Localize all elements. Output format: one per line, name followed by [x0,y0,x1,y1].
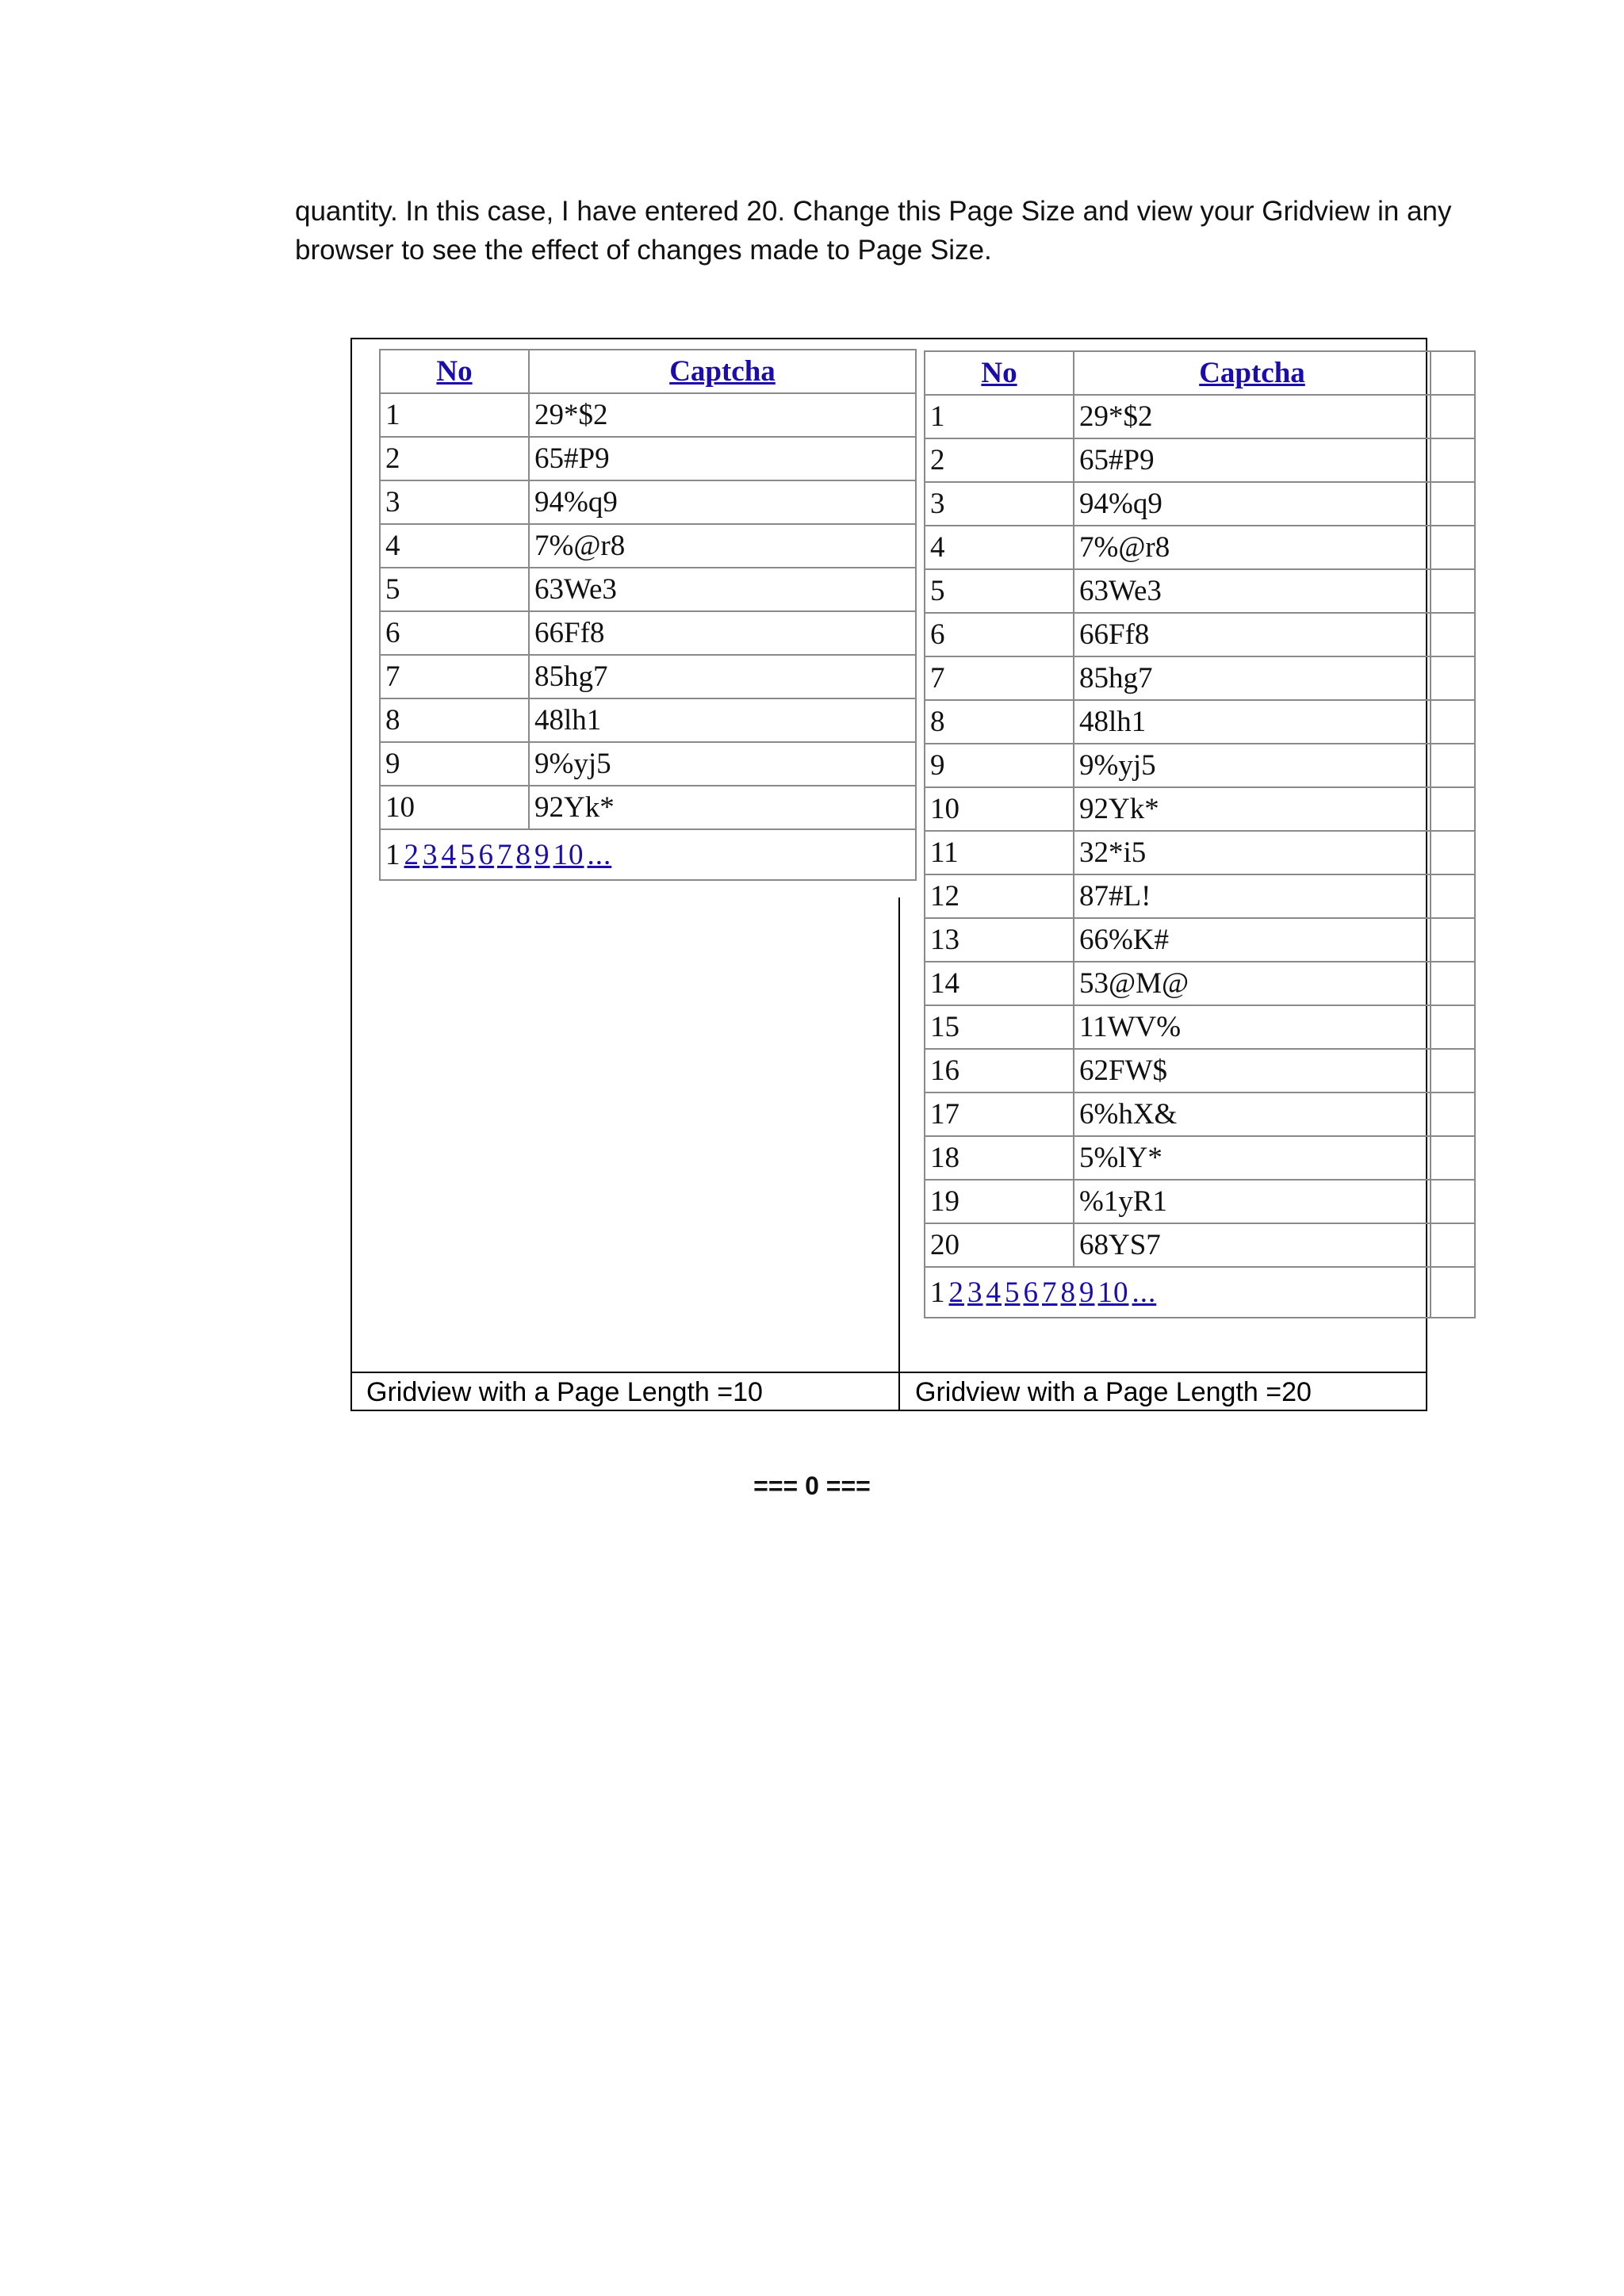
table-row [925,613,1475,656]
pager [380,829,916,880]
row-number: 8 [380,698,529,742]
row-number: 3 [925,482,1074,526]
pager-page-link[interactable]: 6 [478,838,494,871]
pager-row [925,1267,1475,1318]
empty-column [1431,395,1475,438]
captcha-value: 32*i5 [1074,831,1431,874]
table-row [925,787,1475,831]
row-number: 6 [925,613,1074,656]
pager-page-link[interactable]: 4 [986,1276,1002,1309]
pager-page-link[interactable]: 8 [1060,1276,1076,1309]
table-row [380,568,916,611]
row-number: 10 [925,787,1074,831]
captcha-value: 53@M@ [1074,962,1431,1005]
pager-page-link[interactable]: 4 [441,838,457,871]
pager-page-link[interactable]: ... [587,838,612,871]
row-number: 5 [925,569,1074,613]
captcha-value: 48lh1 [1074,700,1431,744]
sort-captcha-link[interactable]: Captcha [1199,357,1305,389]
row-number: 8 [925,700,1074,744]
row-number: 19 [925,1180,1074,1223]
rows [925,395,1475,1267]
row-number: 1 [925,395,1074,438]
captcha-value: 65#P9 [1074,438,1431,482]
header-captcha[interactable] [1074,351,1431,395]
captcha-value: 9%yj5 [1074,744,1431,787]
cell-divider [898,897,900,1411]
captcha-value: 66Ff8 [1074,613,1431,656]
pager-page-link[interactable]: 5 [460,838,476,871]
row-number: 9 [925,744,1074,787]
captcha-value: 92Yk* [529,786,916,829]
table-row [380,437,916,480]
empty-column [1431,1180,1475,1223]
empty-column [1431,526,1475,569]
table-row [925,1005,1475,1049]
captcha-value: 48lh1 [529,698,916,742]
pager-links [930,1276,1156,1309]
pager-current-page: 1 [385,838,401,871]
captcha-value: 7%@r8 [1074,526,1431,569]
table-row [925,1136,1475,1180]
header-no[interactable] [380,350,529,393]
row-number: 3 [380,480,529,524]
table-row [925,1180,1475,1223]
table-row [925,918,1475,962]
row-number: 17 [925,1093,1074,1136]
empty-column [1431,1136,1475,1180]
pager-page-link[interactable]: 2 [404,838,419,871]
table-row [925,700,1475,744]
empty-column [1431,1223,1475,1267]
row-number: 16 [925,1049,1074,1093]
empty-column [1431,787,1475,831]
row-number: 20 [925,1223,1074,1267]
captcha-value: 87#L! [1074,874,1431,918]
captcha-value: 63We3 [1074,569,1431,613]
empty-column [1431,874,1475,918]
table-row [925,874,1475,918]
captcha-value: 85hg7 [529,655,916,698]
table-row [925,962,1475,1005]
captcha-value: 7%@r8 [529,524,916,568]
row-number: 18 [925,1136,1074,1180]
captcha-value: 65#P9 [529,437,916,480]
pager-page-link[interactable]: 8 [515,838,531,871]
gridview-page-length-20 [924,350,1476,1318]
empty-column [1431,831,1475,874]
table-row [380,524,916,568]
table-row [925,1093,1475,1136]
empty-column [1431,700,1475,744]
empty-column [1431,962,1475,1005]
row-number: 2 [380,437,529,480]
pager-links [385,839,611,871]
pager-page-link[interactable]: 10 [1097,1276,1129,1309]
row-number: 6 [380,611,529,655]
table-row [380,611,916,655]
captcha-value: 85hg7 [1074,656,1431,700]
table-row [925,1223,1475,1267]
empty-column [1431,351,1475,395]
captcha-value: 5%lY* [1074,1136,1431,1180]
rows [380,393,916,829]
row-number: 7 [925,656,1074,700]
sort-no-link[interactable]: No [436,355,473,388]
table-row [925,569,1475,613]
table-row [925,656,1475,700]
intro-line-2: browser to see the effect of changes made to Page Size. [295,235,992,266]
row-number: 4 [925,526,1074,569]
pager-page-link[interactable]: 3 [967,1276,983,1309]
table-row [925,482,1475,526]
row-number: 10 [380,786,529,829]
row-number: 4 [380,524,529,568]
empty-column [1431,1093,1475,1136]
empty-column [1431,613,1475,656]
pager-page-link[interactable]: ... [1132,1276,1157,1309]
table-row [925,438,1475,482]
pager-page-link[interactable]: 3 [423,838,439,871]
row-number: 2 [925,438,1074,482]
captcha-value: 92Yk* [1074,787,1431,831]
table-row [380,698,916,742]
pager-page-link[interactable]: 9 [1079,1276,1095,1309]
empty-column [1431,438,1475,482]
gridview-comparison-figure [350,338,1427,1411]
pager-page-link[interactable]: 9 [534,838,550,871]
caption-page-length-10: Gridview with a Page Length =10 [366,1377,763,1407]
table-row [925,526,1475,569]
row-number: 14 [925,962,1074,1005]
pager-page-link[interactable]: 10 [553,838,584,871]
captcha-value: 9%yj5 [529,742,916,786]
table-row [380,480,916,524]
empty-column [1431,656,1475,700]
captcha-value: 29*$2 [1074,395,1431,438]
empty-column [1431,482,1475,526]
captcha-value: 94%q9 [1074,482,1431,526]
pager-current-page: 1 [930,1276,946,1309]
captcha-value: 62FW$ [1074,1049,1431,1093]
captcha-value: 94%q9 [529,480,916,524]
captcha-value: 63We3 [529,568,916,611]
empty-column [1431,1267,1475,1318]
header-no[interactable] [925,351,1074,395]
table-row [380,393,916,437]
header-row [380,350,916,393]
row-number: 7 [380,655,529,698]
table-row [925,831,1475,874]
pager-page-link[interactable]: 6 [1023,1276,1039,1309]
table-row [380,786,916,829]
row-number: 5 [380,568,529,611]
section-separator: === 0 === [753,1471,871,1500]
row-number: 12 [925,874,1074,918]
header-row [925,351,1475,395]
captcha-value: 66%K# [1074,918,1431,962]
table-row [925,1049,1475,1093]
sort-captcha-link[interactable]: Captcha [669,355,776,388]
pager-page-link[interactable]: 7 [497,838,513,871]
table-row [925,744,1475,787]
intro-line-1: quantity. In this case, I have entered 20. Change this Page Size and view your Gridview in any [295,196,1452,227]
pager-page-link[interactable]: 5 [1005,1276,1021,1309]
gridview-page-length-10 [379,349,917,881]
empty-column [1431,744,1475,787]
caption-row-border [352,1372,1426,1373]
empty-column [1431,1049,1475,1093]
pager [925,1267,1431,1318]
captcha-value: 29*$2 [529,393,916,437]
intro-paragraph [295,192,1453,270]
empty-column [1431,1005,1475,1049]
row-number: 13 [925,918,1074,962]
table-row [380,742,916,786]
pager-page-link[interactable]: 2 [948,1276,964,1309]
captcha-value: 66Ff8 [529,611,916,655]
table-row [380,655,916,698]
row-number: 11 [925,831,1074,874]
pager-page-link[interactable]: 7 [1042,1276,1058,1309]
captcha-value: 6%hX& [1074,1093,1431,1136]
table-row [925,395,1475,438]
captcha-value: 11WV% [1074,1005,1431,1049]
caption-page-length-20: Gridview with a Page Length =20 [915,1377,1312,1407]
sort-no-link[interactable]: No [981,357,1017,389]
row-number: 1 [380,393,529,437]
captcha-value: 68YS7 [1074,1223,1431,1267]
pager-row [380,829,916,880]
captcha-value: %1yR1 [1074,1180,1431,1223]
header-captcha[interactable] [529,350,916,393]
empty-column [1431,918,1475,962]
row-number: 9 [380,742,529,786]
empty-column [1431,569,1475,613]
row-number: 15 [925,1005,1074,1049]
